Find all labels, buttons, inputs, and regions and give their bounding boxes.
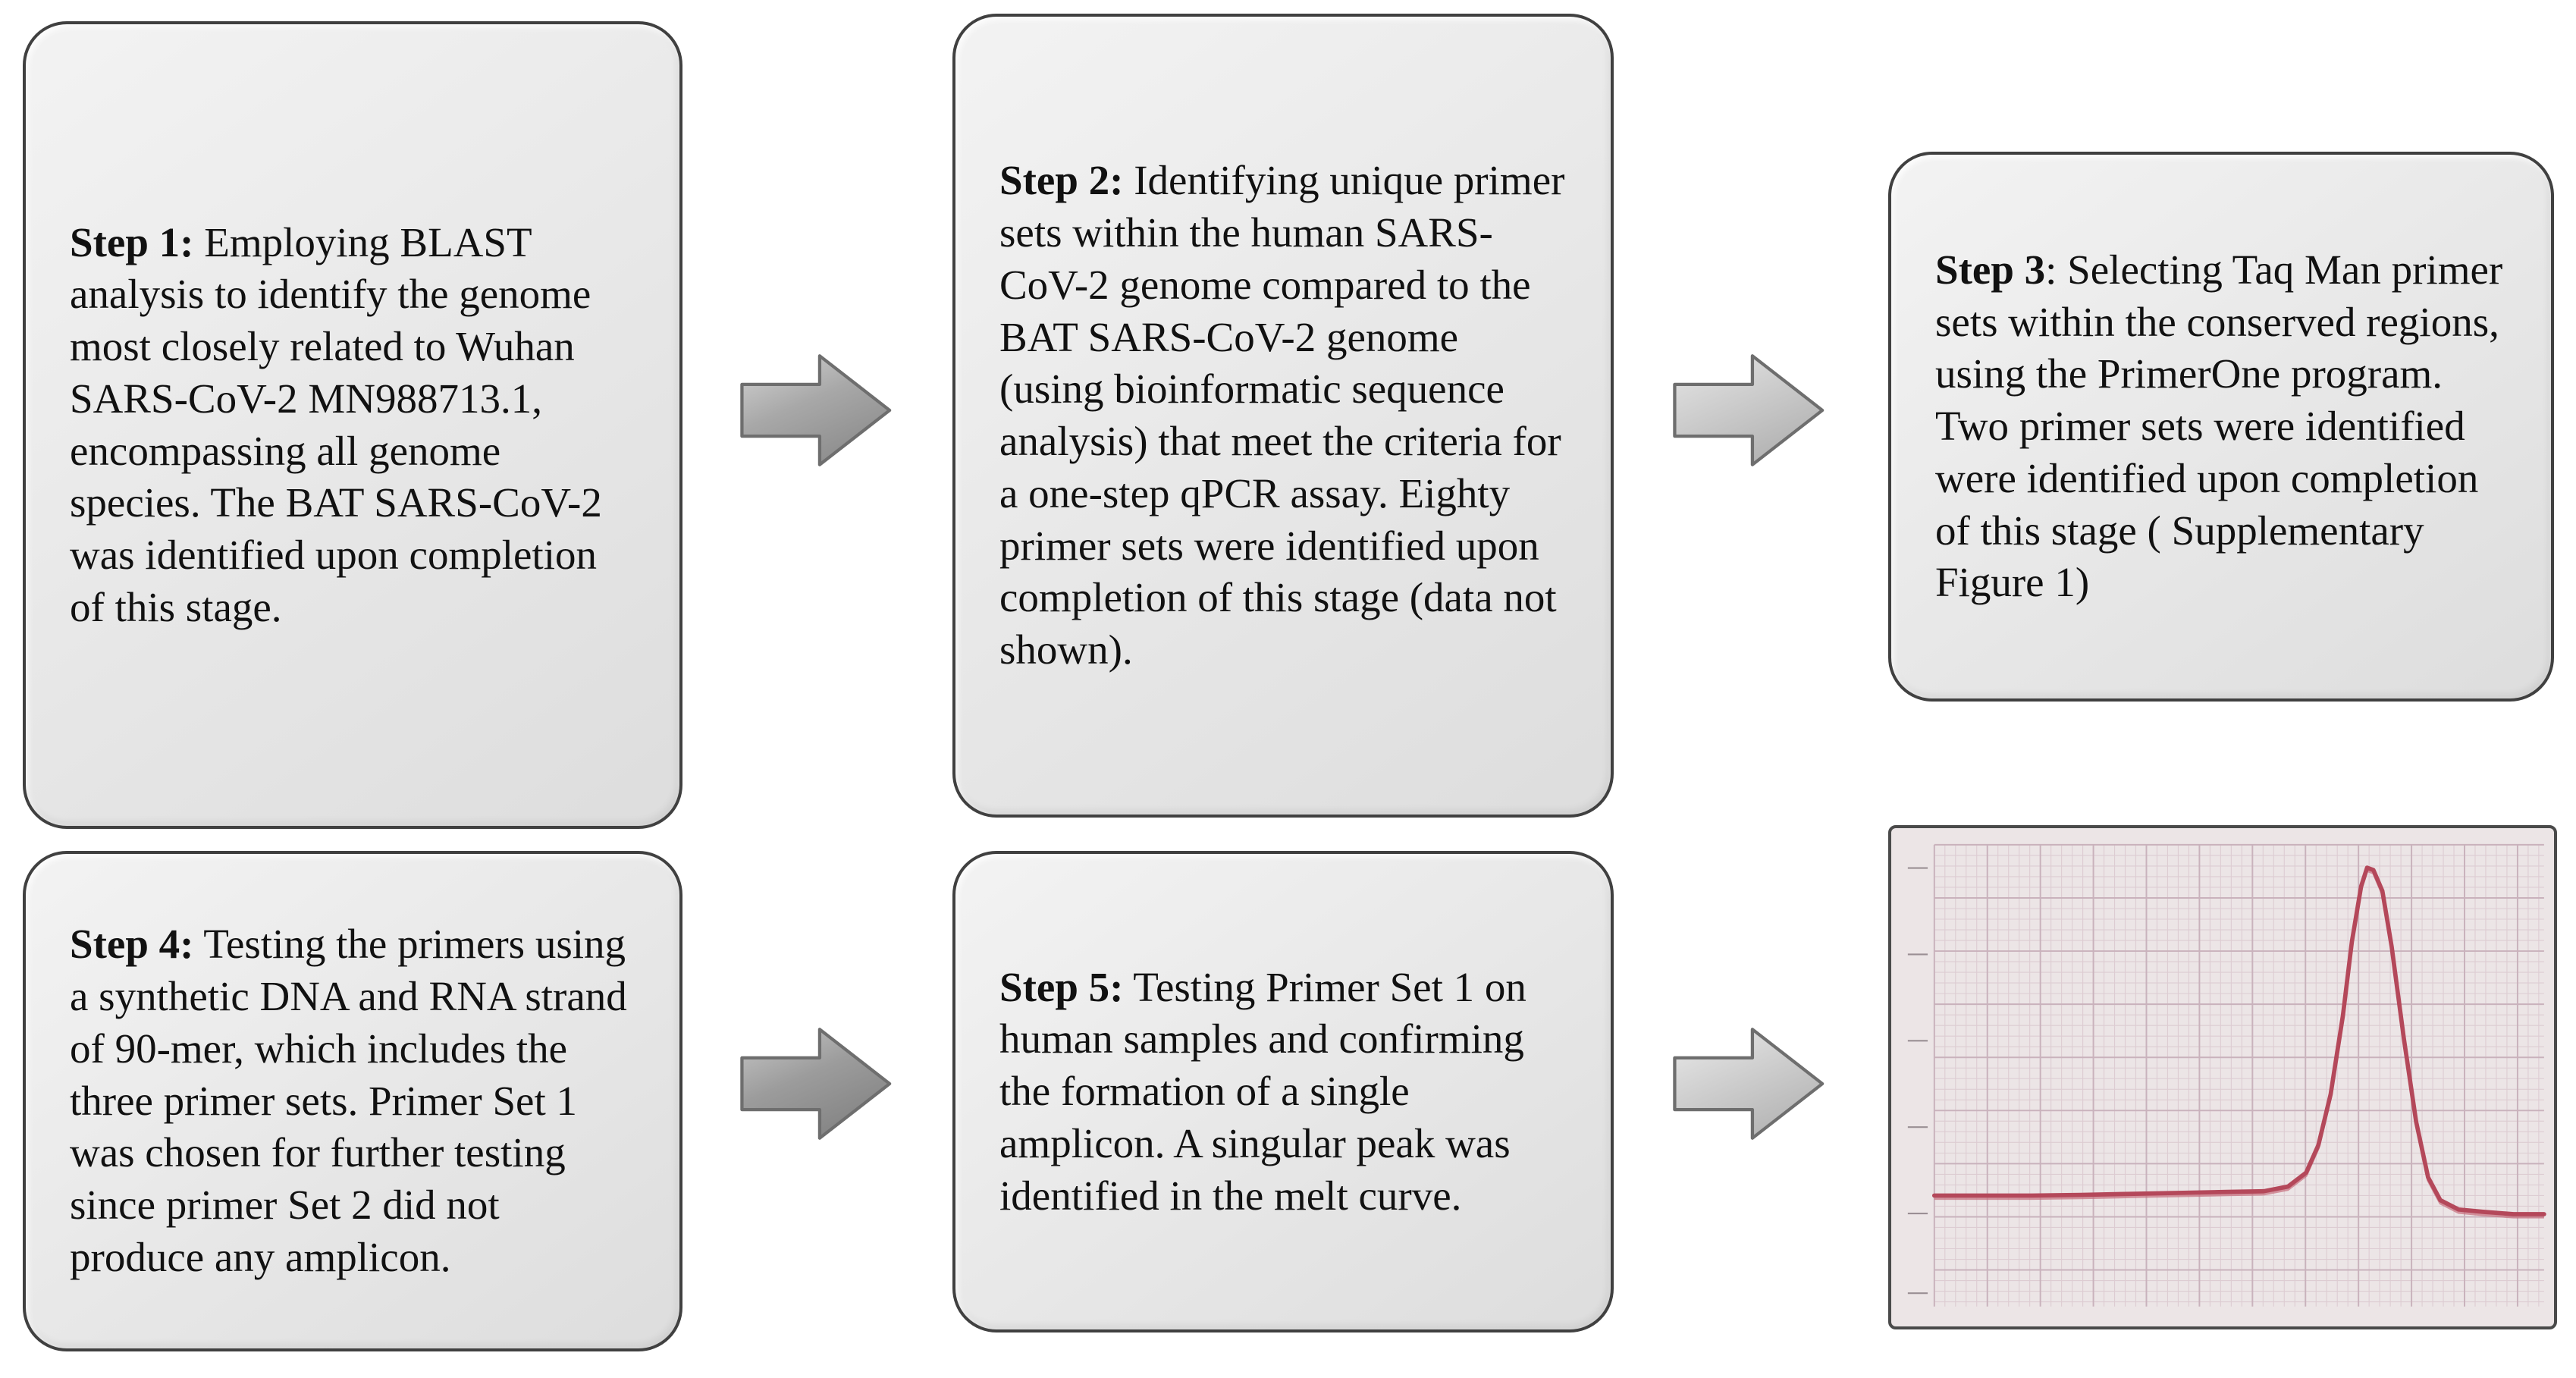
step-1-box	[23, 21, 682, 829]
flow-arrow-right-2	[1672, 343, 1828, 478]
melt-curve-grid-minor	[1934, 845, 2544, 1307]
step-1-label: Step 1:	[70, 218, 194, 265]
melt-curve-svg	[1891, 828, 2554, 1326]
melt-curve-trace-secondary	[1934, 871, 2544, 1217]
step-2-box	[952, 14, 1614, 818]
melt-curve-image	[1888, 825, 2557, 1329]
step-3-label: Step 3	[1935, 246, 2046, 293]
step-5-box	[952, 851, 1614, 1332]
step-4-text: Step 4: Testing the primers using a synthetic DNA and RNA strand of 90-mer, which includes the three primer sets. Primer Set 1 was chosen for further testing since primer Set 2 did not produce any amplicon.	[70, 921, 627, 1280]
melt-curve-grid-major	[1934, 845, 2544, 1307]
step-4-label: Step 4:	[70, 921, 194, 968]
step-2-label: Step 2:	[999, 157, 1124, 204]
step-3-box	[1888, 152, 2554, 702]
step-4-box	[23, 851, 682, 1351]
melt-curve-trace	[1934, 868, 2544, 1214]
step-2-text: Step 2: Identifying unique primer sets within the human SARS-CoV-2 genome compared to the BAT SARS-CoV-2 genome (using bioinformatic sequence analysis) that meet the criteria for a one-step qPCR assay. Eighty primer sets were identified upon completion of this stage (data not shown).	[999, 157, 1565, 673]
step-5-text: Step 5: Testing Primer Set 1 on human samples and confirming the formation of a single amplicon. A singular peak was identified in the melt curve.	[999, 963, 1526, 1219]
step-5-label: Step 5:	[999, 963, 1124, 1010]
step-3-text: Step 3: Selecting Taq Man primer sets within the conserved regions, using the PrimerOne program. Two primer sets were identified were identified upon completion of this stage ( Supplementary Figure 1)	[1935, 246, 2503, 606]
flow-arrow-right-4	[1672, 1016, 1828, 1151]
flow-arrow-right-3	[739, 1016, 895, 1151]
flow-arrow-right-1	[739, 343, 895, 478]
axis-ticks	[1908, 868, 1928, 1294]
step-1-text: Step 1: Employing BLAST analysis to identify the genome most closely related to Wuhan SARS-CoV-2 MN988713.1, encompassing all genome species. The BAT SARS-CoV-2 was identified upon completion of this stage.	[70, 218, 602, 630]
